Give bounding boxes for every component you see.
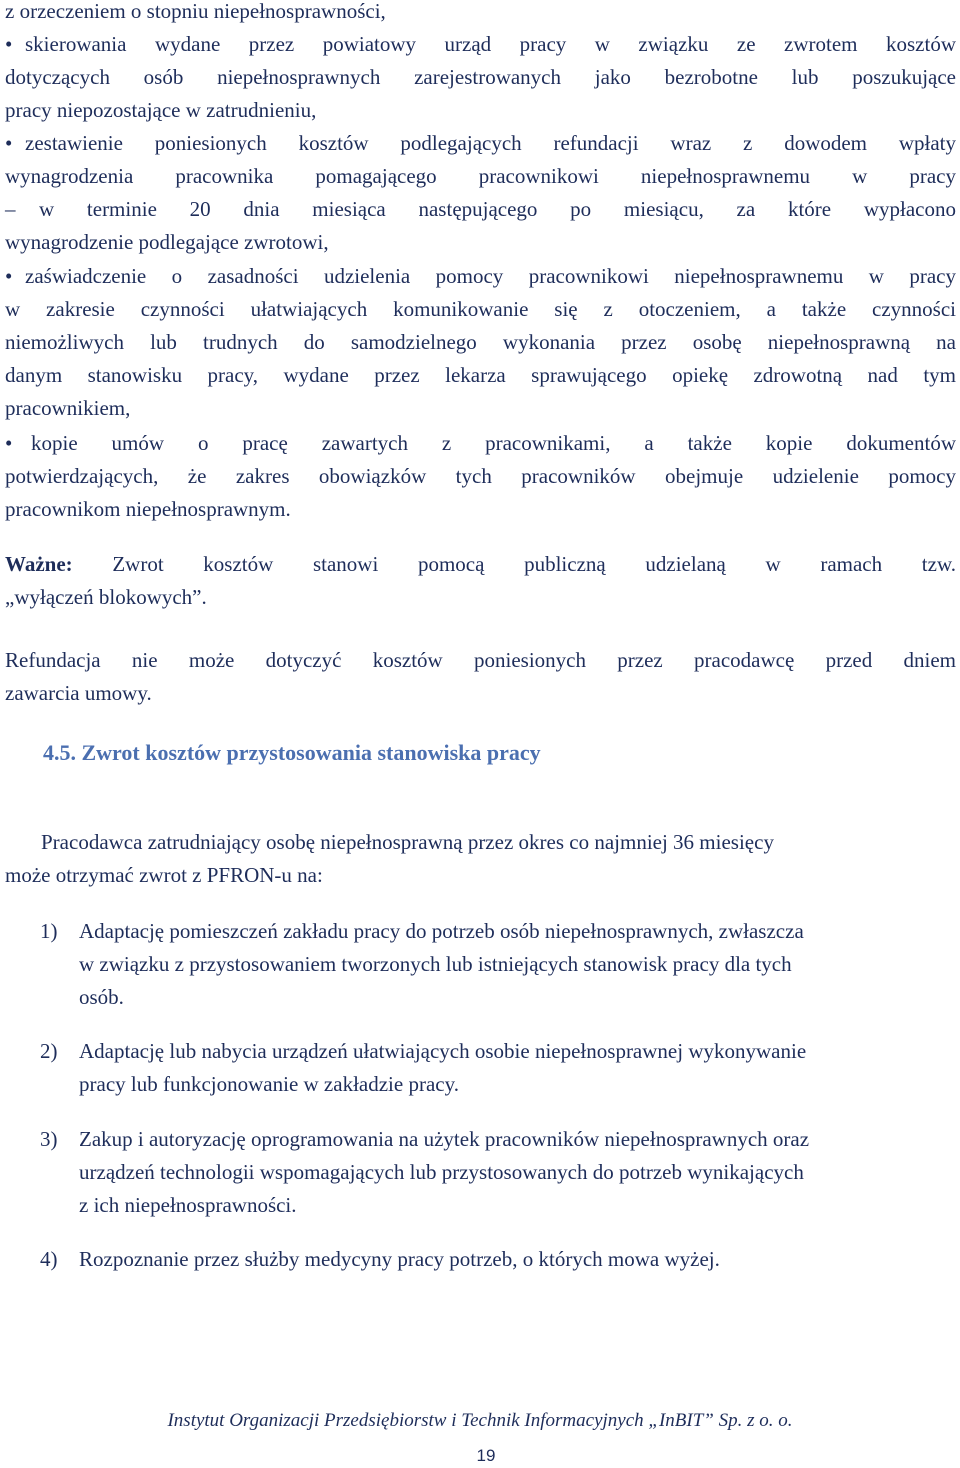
bullet-line: niemożliwych lub trudnych do samodzielnego wykonania przez osobę niepełnosprawną na: [5, 330, 956, 354]
bullet-line: danym stanowisku pracy, wydane przez lekarza sprawującego opiekę zdrowotną nad tym: [5, 363, 956, 387]
list-item: 2) Adaptację lub nabycia urządzeń ułatwiających osobie niepełnosprawnej wykonywanie pracy lub funkcjonowanie w zakładzie pracy.: [40, 1035, 952, 1101]
bullet-line: w zakresie czynności ułatwiających komunikowanie się z otoczeniem, a także czynności: [5, 297, 956, 321]
page-number: 19: [476, 1446, 496, 1465]
intro-line: z orzeczeniem o stopniu niepełnosprawności,: [5, 0, 386, 23]
bullet-icon: •: [5, 32, 13, 56]
important-label: Ważne:: [5, 552, 73, 576]
bullet-line: pracownikiem,: [5, 396, 131, 420]
bullet-line: dotyczących osób niepełnosprawnych zarejestrowanych jako bezrobotne lub poszukujące: [5, 65, 956, 89]
bullet-line: • zestawienie poniesionych kosztów podlegających refundacji wraz z dowodem wpłaty: [5, 127, 956, 160]
bullet-line: wynagrodzenie podlegające zwrotowi,: [5, 230, 329, 254]
bullet-item-certificate: [5, 260, 956, 425]
page-footer: Instytut Organizacji Przedsiębiorstw i Technik Informacyjnych „InBIT” Sp. z o. o.: [167, 1410, 793, 1431]
bullet-item-referrals: [5, 28, 956, 127]
list-number: 1): [40, 919, 58, 943]
bullet-icon: •: [5, 264, 13, 288]
bullet-icon: •: [5, 131, 13, 155]
list-item: 1) Adaptację pomieszczeń zakładu pracy do potrzeb osób niepełnosprawnych, zwłaszcza w związku z przystosowaniem tworzonych lub istniejących stanowisk pracy dla tych osób.: [40, 915, 952, 1014]
bullet-line: wynagrodzenia pracownika pomagającego pracownikowi niepełnosprawnemu w pracy: [5, 164, 956, 188]
bullet-line: pracy niepozostające w zatrudnieniu,: [5, 98, 317, 122]
bullet-line: potwierdzających, że zakres obowiązków tych pracowników obejmuje udzielenie pomocy: [5, 464, 956, 488]
list-item: 3) Zakup i autoryzację oprogramowania na użytek pracowników niepełnosprawnych oraz urządzeń technologii wspomagających lub przystosowanych do potrzeb wynikających z ich niepełnosprawności.: [40, 1123, 952, 1222]
bullet-item-cost-statement: [5, 127, 956, 259]
list-number: 2): [40, 1039, 58, 1063]
list-number: 3): [40, 1127, 58, 1151]
lead-paragraph: Pracodawca zatrudniający osobę niepełnosprawną przez okres co najmniej 36 miesięcy może otrzymać zwrot z PFRON-u na:: [5, 830, 774, 887]
bullet-line: • skierowania wydane przez powiatowy urząd pracy w związku ze zwrotem kosztów: [5, 28, 956, 61]
important-note: Ważne: Zwrot kosztów stanowi pomocą publiczną udzielaną w ramach tzw. „wyłączeń blokowych”.: [5, 552, 956, 609]
refund-note: Refundacja nie może dotyczyć kosztów poniesionych przez pracodawcę przed dniem zawarcia umowy.: [5, 648, 956, 705]
bullet-line: • zaświadczenie o zasadności udzielenia pomocy pracownikowi niepełnosprawnemu w pracy: [5, 260, 956, 293]
bullet-line: – w terminie 20 dnia miesiąca następującego po miesiącu, za które wypłacono: [5, 193, 956, 226]
dash-icon: –: [5, 197, 16, 221]
list-item: 4) Rozpoznanie przez służby medycyny pracy potrzeb, o których mowa wyżej.: [40, 1243, 952, 1276]
list-number: 4): [40, 1247, 58, 1271]
bullet-item-contracts: [5, 427, 956, 526]
bullet-line: • kopie umów o pracę zawartych z pracownikami, a także kopie dokumentów: [5, 427, 956, 460]
section-heading: 4.5. Zwrot kosztów przystosowania stanowiska pracy: [43, 740, 541, 765]
bullet-icon: •: [5, 431, 13, 455]
bullet-line: pracownikom niepełnosprawnym.: [5, 497, 291, 521]
